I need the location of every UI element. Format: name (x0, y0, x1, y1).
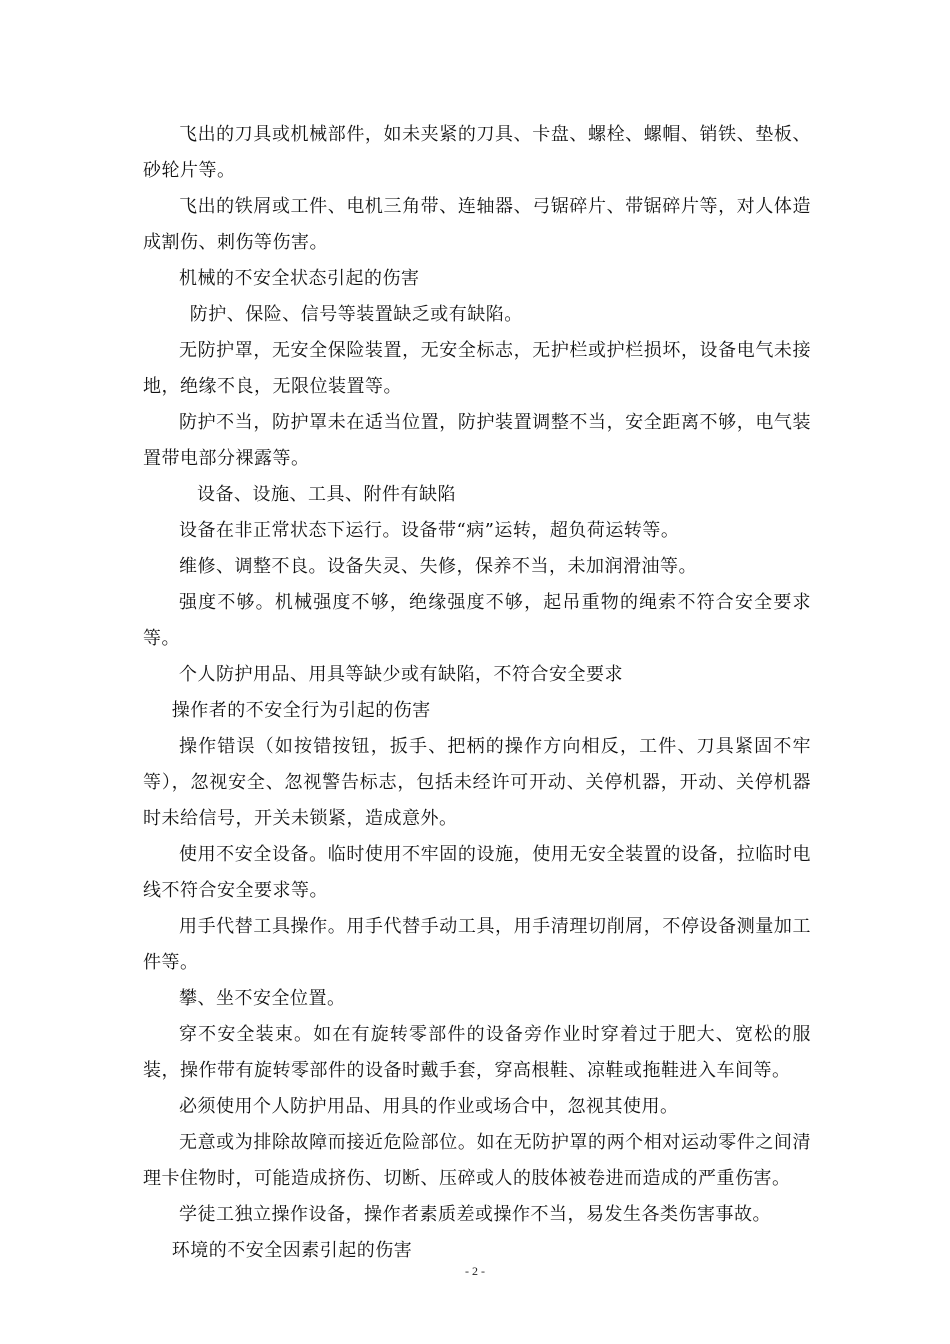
paragraph: 飞出的铁屑或工件、电机三角带、连轴器、弓锯碎片、带锯碎片等，对人体造成割伤、刺伤等伤害。 (143, 196, 811, 253)
section-heading: 机械的不安全状态引起的伤害 (179, 268, 420, 289)
paragraph: 学徒工独立操作设备，操作者素质差或操作不当，易发生各类伤害事故。 (179, 1204, 771, 1225)
body-text (143, 117, 811, 1269)
paragraph: 个人防护用品、用具等缺少或有缺陷，不符合安全要求 (179, 664, 623, 685)
paragraph: 必须使用个人防护用品、用具的作业或场合中，忽视其使用。 (179, 1096, 679, 1117)
paragraph: 设备在非正常状态下运行。设备带“病”运转，超负荷运转等。 (179, 520, 680, 541)
paragraph: 穿不安全装束。如在有旋转零部件的设备旁作业时穿着过于肥大、宽松的服装，操作带有旋转零部件的设备时戴手套，穿高根鞋、凉鞋或拖鞋进入车间等。 (143, 1024, 811, 1081)
paragraph: 飞出的刀具或机械部件，如未夹紧的刀具、卡盘、螺栓、螺帽、销铁、垫板、砂轮片等。 (143, 124, 811, 181)
paragraph: 使用不安全设备。临时使用不牢固的设施，使用无安全装置的设备，拉临时电线不符合安全要求等。 (143, 844, 811, 901)
section-heading: 环境的不安全因素引起的伤害 (171, 1240, 413, 1261)
subsection-heading: 防护、保险、信号等装置缺乏或有缺陷。 (189, 304, 523, 325)
page-number: - 2 - (465, 1264, 485, 1278)
section-heading: 操作者的不安全行为引起的伤害 (171, 700, 431, 721)
paragraph: 防护不当，防护罩未在适当位置，防护装置调整不当，安全距离不够，电气装置带电部分裸露等。 (143, 412, 811, 469)
paragraph: 无意或为排除故障而接近危险部位。如在无防护罩的两个相对运动零件之间清理卡住物时，可能造成挤伤、切断、压碎或人的肢体被卷进而造成的严重伤害。 (143, 1132, 811, 1189)
subsection-heading: 设备、设施、工具、附件有缺陷 (197, 484, 456, 505)
paragraph: 攀、坐不安全位置。 (179, 988, 346, 1009)
paragraph: 操作错误（如按错按钮，扳手、把柄的操作方向相反，工件、刀具紧固不牢等），忽视安全、忽视警告标志，包括未经许可开动、关停机器，开动、关停机器时未给信号，开关未锁紧，造成意外。 (143, 736, 811, 829)
paragraph: 用手代替工具操作。用手代替手动工具，用手清理切削屑，不停设备测量加工件等。 (143, 916, 811, 973)
paragraph: 维修、调整不良。设备失灵、失修，保养不当，未加润滑油等。 (179, 556, 697, 577)
paragraph: 无防护罩，无安全保险装置，无安全标志，无护栏或护栏损坏，设备电气未接地，绝缘不良，无限位装置等。 (143, 340, 811, 397)
paragraph: 强度不够。机械强度不够，绝缘强度不够，起吊重物的绳索不符合安全要求等。 (143, 592, 811, 649)
